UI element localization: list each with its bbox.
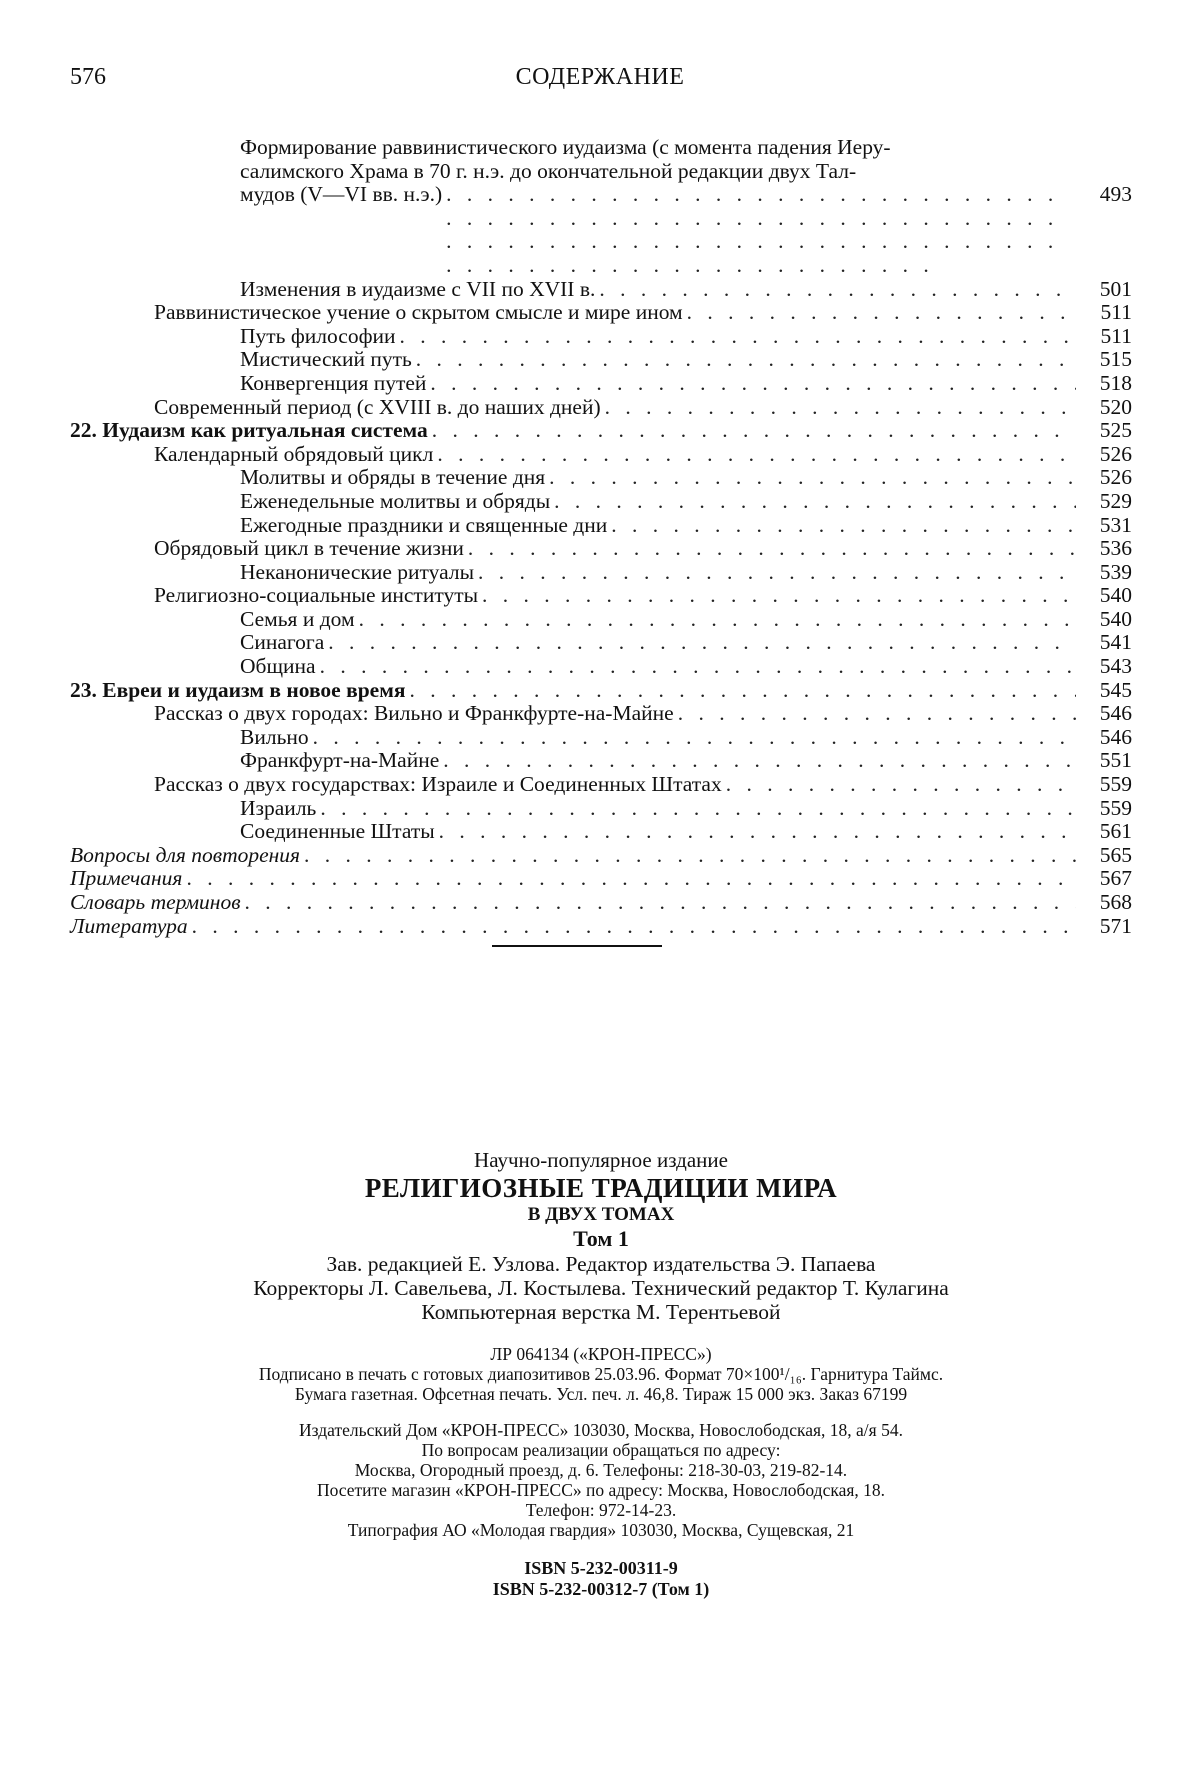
dot-leader	[245, 891, 1076, 915]
dot-leader	[313, 726, 1076, 750]
staff-line: Зав. редакцией Е. Узлова. Редактор издательства Э. Папаева	[326, 1252, 876, 1276]
toc-entry-text: Мистический путь	[240, 347, 412, 372]
dot-leader	[482, 584, 1076, 608]
page-number: 576	[70, 64, 106, 90]
publisher-line: Издательский Дом «КРОН-ПРЕСС» 103030, Москва, Новослободская, 18, а/я 54.	[299, 1420, 903, 1440]
toc-entry	[70, 702, 1132, 726]
toc-page-number: 529	[1099, 488, 1132, 513]
toc-entry-text: Неканонические ритуалы	[240, 559, 475, 584]
dot-leader	[359, 608, 1076, 632]
dot-leader	[611, 514, 1076, 538]
table-of-contents	[70, 136, 1132, 938]
toc-entry	[70, 584, 1132, 608]
edition-kind: Научно-популярное издание	[474, 1148, 728, 1172]
toc-entry	[70, 867, 1132, 891]
dot-leader	[410, 679, 1077, 703]
toc-entry-text: Обрядовый цикл в течение жизни	[154, 536, 464, 561]
toc-entry	[70, 514, 1132, 538]
toc-entry	[70, 655, 1132, 679]
toc-page-number: 545	[1099, 677, 1132, 702]
toc-entry	[70, 915, 1132, 939]
dot-leader	[437, 443, 1076, 467]
dot-leader	[687, 301, 1076, 325]
dot-leader	[400, 325, 1076, 349]
publisher-line: По вопросам реализации обращаться по адресу:	[421, 1440, 781, 1460]
toc-entry-text: Рассказ о двух государствах: Израиле и Соединенных Штатах	[154, 772, 722, 797]
staff-line: Компьютерная верстка М. Терентьевой	[421, 1300, 781, 1324]
toc-entry	[70, 136, 1132, 278]
toc-entry-text: Община	[240, 654, 316, 679]
toc-entry	[70, 891, 1132, 915]
toc-entry-text: мудов (V—VI вв. н.э.)	[240, 182, 443, 207]
toc-entry-text: Примечания	[70, 866, 183, 891]
separator-rule	[492, 945, 662, 947]
toc-entry-text: Молитвы и обряды в течение дня	[240, 465, 546, 490]
license-line: ЛР 064134 («КРОН-ПРЕСС»)	[490, 1344, 712, 1364]
toc-entry-text: салимского Храма в 70 г. н.э. до окончательной редакции двух Тал-	[240, 158, 857, 183]
toc-entry-text: Израиль	[240, 795, 317, 820]
toc-entry	[70, 372, 1132, 396]
toc-entry	[70, 561, 1132, 585]
dot-leader	[328, 631, 1076, 655]
toc-page-number: 567	[1099, 866, 1132, 891]
dot-leader	[554, 490, 1076, 514]
toc-entry-text: Семья и дом	[240, 606, 355, 631]
toc-page-number: 525	[1099, 418, 1132, 443]
toc-entry-text: Вопросы для повторения	[70, 842, 301, 867]
publisher-line: Москва, Огородный проезд, д. 6. Телефоны: 218-30-03, 219-82-14.	[354, 1460, 848, 1480]
toc-page-number: 561	[1099, 819, 1132, 844]
toc-entry	[70, 419, 1132, 443]
toc-page-number: 559	[1099, 772, 1132, 797]
volumes-note: В ДВУХ ТОМАХ	[527, 1204, 675, 1225]
technical-data	[70, 1344, 1132, 1404]
dot-leader	[304, 844, 1076, 868]
isbn-line: ISBN 5-232-00311-9	[524, 1558, 678, 1578]
dot-leader	[678, 702, 1076, 726]
toc-entry	[70, 679, 1132, 703]
toc-entry	[70, 844, 1132, 868]
toc-entry	[70, 301, 1132, 325]
dot-leader	[605, 396, 1076, 420]
toc-entry-text: Франкфурт-на-Майне	[240, 748, 440, 773]
toc-page-number: 501	[1099, 276, 1132, 301]
publisher-line: Посетите магазин «КРОН-ПРЕСС» по адресу: Москва, Новослободская, 18.	[316, 1480, 886, 1500]
toc-entry-text: Рассказ о двух городах: Вильно и Франкфурте-на-Майне	[154, 701, 674, 726]
toc-page-number: 526	[1099, 441, 1132, 466]
toc-page-number: 565	[1099, 842, 1132, 867]
publisher-info	[70, 1420, 1132, 1540]
volume-number: Том 1	[573, 1226, 629, 1251]
toc-page-number: 540	[1099, 583, 1132, 608]
toc-page-number: 531	[1099, 512, 1132, 537]
toc-list	[70, 278, 1132, 939]
running-title: СОДЕРЖАНИЕ	[515, 64, 685, 90]
staff-line: Корректоры Л. Савельева, Л. Костылева. Технический редактор Т. Кулагина	[253, 1276, 949, 1300]
toc-entry	[70, 631, 1132, 655]
dot-leader	[446, 183, 1076, 277]
toc-page-number: 540	[1099, 606, 1132, 631]
toc-entry-text: Вильно	[240, 724, 309, 749]
toc-entry	[70, 348, 1132, 372]
toc-page-number: 536	[1099, 536, 1132, 561]
toc-entry-text: Современный период (с XVIII в. до наших дней)	[154, 394, 601, 419]
publisher-line: Типография АО «Молодая гвардия» 103030, Москва, Сущевская, 21	[347, 1520, 855, 1540]
toc-entry	[70, 278, 1132, 302]
toc-page-number: 493	[1099, 182, 1132, 207]
toc-entry	[70, 608, 1132, 632]
toc-entry	[70, 797, 1132, 821]
toc-entry-text: Раввинистическое учение о скрытом смысле и мире ином	[154, 300, 683, 325]
dot-leader	[468, 537, 1076, 561]
toc-entry	[70, 325, 1132, 349]
dot-leader	[430, 372, 1076, 396]
imprint-block	[70, 1148, 1132, 1600]
dot-leader	[478, 561, 1076, 585]
dot-leader	[726, 773, 1076, 797]
toc-page-number: 515	[1099, 347, 1132, 372]
toc-page-number: 511	[1100, 323, 1132, 348]
page-header	[70, 64, 1130, 104]
dot-leader	[432, 419, 1076, 443]
toc-page-number: 568	[1099, 890, 1132, 914]
toc-entry-text: Изменения в иудаизме с VII по XVII в.	[240, 276, 596, 301]
dot-leader	[549, 466, 1076, 490]
toc-entry-text: Формирование раввинистического иудаизма (с момента падения Иеру-	[240, 135, 891, 159]
toc-entry	[70, 537, 1132, 561]
toc-page-number: 539	[1099, 559, 1132, 584]
toc-entry	[70, 443, 1132, 467]
toc-entry	[70, 726, 1132, 750]
toc-page-number: 551	[1099, 748, 1132, 773]
toc-page-number: 518	[1099, 370, 1132, 395]
toc-entry-text: Соединенные Штаты	[240, 819, 435, 844]
toc-page-number: 526	[1099, 465, 1132, 490]
publisher-line: Телефон: 972-14-23.	[525, 1500, 677, 1520]
toc-entry-text: Синагога	[240, 630, 325, 655]
toc-entry	[70, 466, 1132, 490]
toc-page-number: 543	[1099, 654, 1132, 679]
toc-entry-text: Словарь терминов	[70, 890, 241, 914]
toc-page-number: 559	[1099, 795, 1132, 820]
toc-entry-text: Религиозно-социальные институты	[154, 583, 479, 608]
dot-leader	[443, 749, 1076, 773]
isbn-line: ISBN 5-232-00312-7 (Том 1)	[492, 1579, 710, 1599]
toc-entry-text: Конвергенция путей	[240, 370, 427, 395]
toc-entry	[70, 396, 1132, 420]
toc-entry-text: Литература	[70, 913, 188, 938]
dot-leader	[599, 278, 1076, 302]
print-line: Подписано в печать с готовых диапозитивов 25.03.96. Формат 70×100¹/₁₆. Гарнитура Таймс.	[258, 1364, 944, 1384]
toc-page-number: 541	[1099, 630, 1132, 655]
editorial-staff	[70, 1252, 1132, 1324]
dot-leader	[320, 655, 1076, 679]
toc-entry-text: Еженедельные молитвы и обряды	[240, 488, 551, 513]
toc-entry-text: Календарный обрядовый цикл	[154, 441, 434, 466]
print-line: Бумага газетная. Офсетная печать. Усл. печ. л. 46,8. Тираж 15 000 экз. Заказ 67199	[294, 1384, 908, 1404]
toc-page-number: 546	[1099, 724, 1132, 749]
toc-entry-text: 23. Евреи и иудаизм в новое время	[70, 677, 406, 702]
toc-entry-text: Ежегодные праздники и священные дни	[240, 512, 608, 537]
dot-leader	[320, 797, 1076, 821]
toc-entry	[70, 820, 1132, 844]
dot-leader	[416, 348, 1076, 372]
dot-leader	[192, 915, 1076, 939]
toc-page-number: 520	[1099, 394, 1132, 419]
toc-page-number: 511	[1100, 300, 1132, 325]
toc-entry	[70, 749, 1132, 773]
toc-entry-text: 22. Иудаизм как ритуальная система	[70, 418, 428, 443]
toc-page-number: 546	[1099, 701, 1132, 726]
isbn-block	[70, 1558, 1132, 1600]
toc-entry	[70, 773, 1132, 797]
dot-leader	[439, 820, 1076, 844]
toc-entry	[70, 490, 1132, 514]
dot-leader	[186, 867, 1076, 891]
toc-page-number: 571	[1099, 913, 1132, 938]
book-title: РЕЛИГИОЗНЫЕ ТРАДИЦИИ МИРА	[364, 1173, 838, 1203]
toc-entry-text: Путь философии	[240, 323, 396, 348]
